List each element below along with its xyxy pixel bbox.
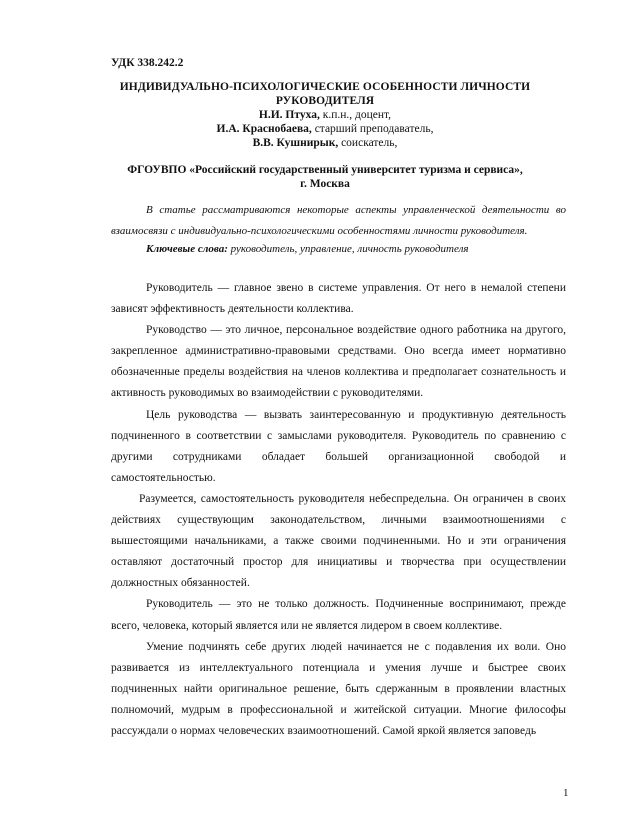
org-line-2: г. Москва: [300, 178, 350, 190]
paragraph-6: Умение подчинять себе других людей начинается не с подавления их воли. Оно развивается из интеллектуального потенциала и умения лучше и быстрее своих подчиненных найти оригинальное решение, быть сдержанным в проявлении властных полномочий, мудрым в профессиональной и житейской ситуации. Многие философы рассуждали о нормах человеческих взаимоотношений. Самой яркой является заповедь: [111, 640, 566, 737]
abstract: В статье рассматриваются некоторые аспекты управленческой деятельности во взаимосвязи с индивидуально-психологическими особенностями личности руководителя.: [111, 204, 566, 237]
author-3-name: В.В. Кушнирык,: [252, 137, 339, 149]
title-line-1: ИНДИВИДУАЛЬНО-ПСИХОЛОГИЧЕСКИЕ ОСОБЕННОСТИ ЛИЧНОСТИ: [119, 81, 531, 93]
author-1: [90, 108, 560, 122]
org-line-1: ФГОУВПО «Российский государственный университет туризма и сервиса»,: [127, 164, 523, 176]
article-title: [90, 80, 560, 108]
title-line-2: РУКОВОДИТЕЛЯ: [275, 95, 375, 107]
keywords-label: Ключевые слова:: [146, 243, 228, 255]
author-2: [90, 122, 560, 136]
author-2-role: старший преподаватель,: [311, 123, 434, 135]
keywords-text: руководитель, управление, личность руководителя: [227, 243, 469, 255]
author-1-role: к.п.н., доцент,: [319, 109, 392, 121]
author-2-name: И.А. Краснобаева,: [216, 123, 312, 135]
paragraph-2: Руководство — это личное, персональное воздействие одного работника на другого, закрепленное административно-правовыми средствами. Оно всегда имеет нормативно обозначенные пределы воздействия на членов коллектива и предполагает сознательность и активность руководимых во взаимодействии с руководителями.: [111, 324, 566, 400]
paragraph-3: Цель руководства — вызвать заинтересованную и продуктивную деятельность подчиненного в соответствии с замыслами руководителя. Руководитель по сравнению с другими сотрудниками обладает большей организационной свободой и самостоятельностью.: [111, 408, 566, 484]
keywords: [146, 239, 566, 260]
udk-code: УДК 338.242.2: [111, 57, 184, 69]
paragraph-4: Разумеется, самостоятельность руководителя небеспредельна. Он ограничен в своих действиях существующим законодательством, личными взаимоотношениями с вышестоящими начальниками, а также своими подчиненными. Но и эти ограничения оставляют достаточный простор для инициативы и творчества при осуществлении должностных обязанностей.: [111, 492, 566, 590]
author-1-name: Н.И. Птуха,: [258, 109, 320, 121]
paragraph-5: Руководитель — это не только должность. Подчиненные воспринимают, прежде всего, человека, который является или не является лидером в своем коллективе.: [111, 598, 566, 632]
author-3: [90, 136, 560, 150]
article-body: [111, 278, 566, 742]
paragraph-1: Руководитель — главное звено в системе управления. От него в немалой степени зависят эффективность деятельности коллектива.: [111, 282, 566, 316]
organization: [90, 163, 560, 191]
author-3-role: соискатель,: [338, 137, 398, 149]
page-number: 1: [563, 787, 569, 799]
